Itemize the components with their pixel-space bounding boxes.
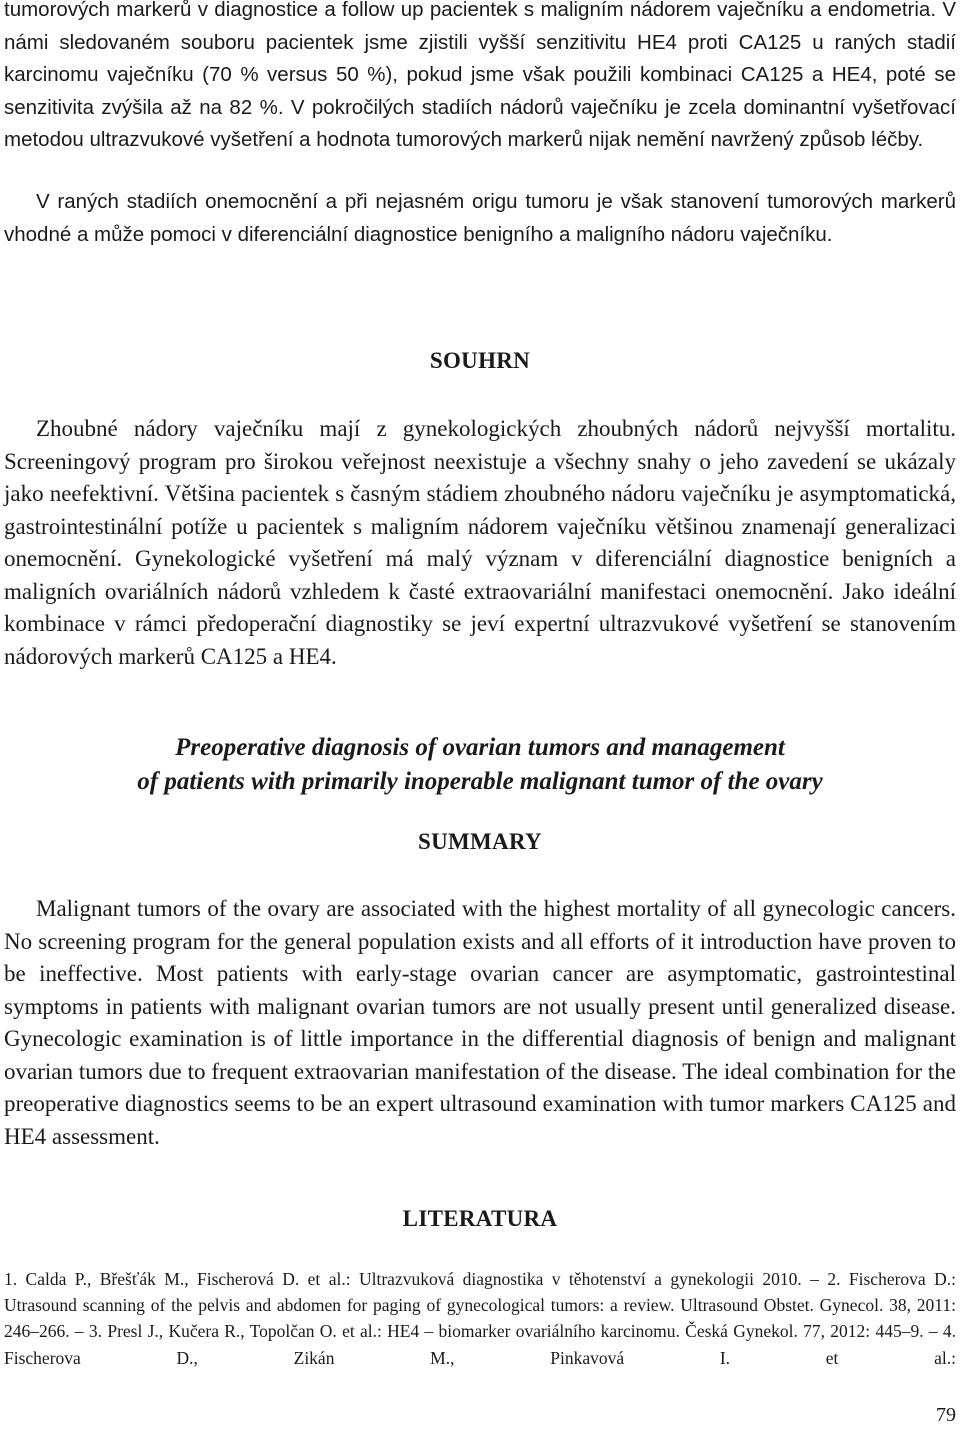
summary-heading: SUMMARY bbox=[418, 829, 542, 854]
souhrn-paragraph: Zhoubné nádory vaječníku mají z gynekologických zhoubných nádorů nejvyšší mortalitu. Screeningový program pro širokou veřejnost neexistuje a všechny snahy o jeho zavedení se ukázaly jako neefektivní. Většina pacientek s časným stádiem zhoubného nádoru vaječníku je asymptomatická, gastrointestinální potíže u pacientek s maligním nádorem vaječníku většinou znamenají generalizaci onemocnění. Gynekologické vyšetření má malý význam v diferenciální diagnostice benigních a maligních ovariálních nádorů vzhledem k časté extraovariální manifestaci onemocnění. Jako ideální kombinace v rámci předoperační diagnostiky se jeví expertní ultrazvukové vyšetření se stanovením nádorových markerů CA125 a HE4. bbox=[4, 416, 956, 669]
page-number: 79 bbox=[936, 1404, 956, 1426]
english-title bbox=[4, 731, 956, 799]
english-title-line-1: Preoperative diagnosis of ovarian tumors and management bbox=[175, 734, 785, 761]
souhrn-heading: SOUHRN bbox=[429, 348, 531, 373]
literatura-heading: LITERATURA bbox=[402, 1206, 558, 1231]
references-list: 1. Calda P., Břešťák M., Fischerová D. et al.: Ultrazvuková diagnostika v těhotenství a gynekologii 2010. – 2. Fischerova D.: Utrasound scanning of the pelvis and abdomen for paging of gynecological tumors: a review. Ultrasound Obstet. Gynecol. 38, 2011: 246–266. – 3. Presl J., Kučera R., Topolčan O. et al.: HE4 – biomarker ovariálního karcinomu. Česká Gynekol. 77, 2012: 445–9. – 4. Fischerova D., Zikán M., Pinkavová I. et al.: bbox=[4, 1269, 956, 1368]
czech-body-paragraph-2: V raných stadiích onemocnění a při nejasném origu tumoru je však stanovení tumorových markerů vhodné a může pomoci v diferenciální diagnostice benigního a maligního nádoru vaječníku. bbox=[4, 190, 956, 246]
english-title-line-2: of patients with primarily inoperable malignant tumor of the ovary bbox=[137, 768, 823, 795]
czech-body-paragraph-1: tumorových markerů v diagnostice a follow up pacientek s maligním nádorem vaječníku a endometria. V námi sledovaném souboru pacientek jsme zjistili vyšší senzitivitu HE4 proti CA125 u raných stadií karcinomu vaječníku (70 % versus 50 %), pokud jsme však použili kombinaci CA125 a HE4, poté se senzitivita zvýšila až na 82 %. V pokročilých stadiích nádorů vaječníku je zcela dominantní vyšetřovací metodou ultrazvukové vyšetření a hodnota tumorových markerů nijak nemění navržený způsob léčby. bbox=[4, 0, 956, 151]
summary-paragraph: Malignant tumors of the ovary are associated with the highest mortality of all gynecologic cancers. No screening program for the general population exists and all efforts of it introduction have proven to be ineffective. Most patients with early-stage ovarian cancer are asymptomatic, gastrointestinal symptoms in patients with malignant ovarian tumors are not usually present until generalized disease. Gynecologic examination is of little importance in the differential diagnosis of benign and malignant ovarian tumors due to frequent extraovarian manifestation of the disease. The ideal combination for the preoperative diagnostics seems to be an expert ultrasound examination with tumor markers CA125 and HE4 assessment. bbox=[4, 896, 956, 1149]
